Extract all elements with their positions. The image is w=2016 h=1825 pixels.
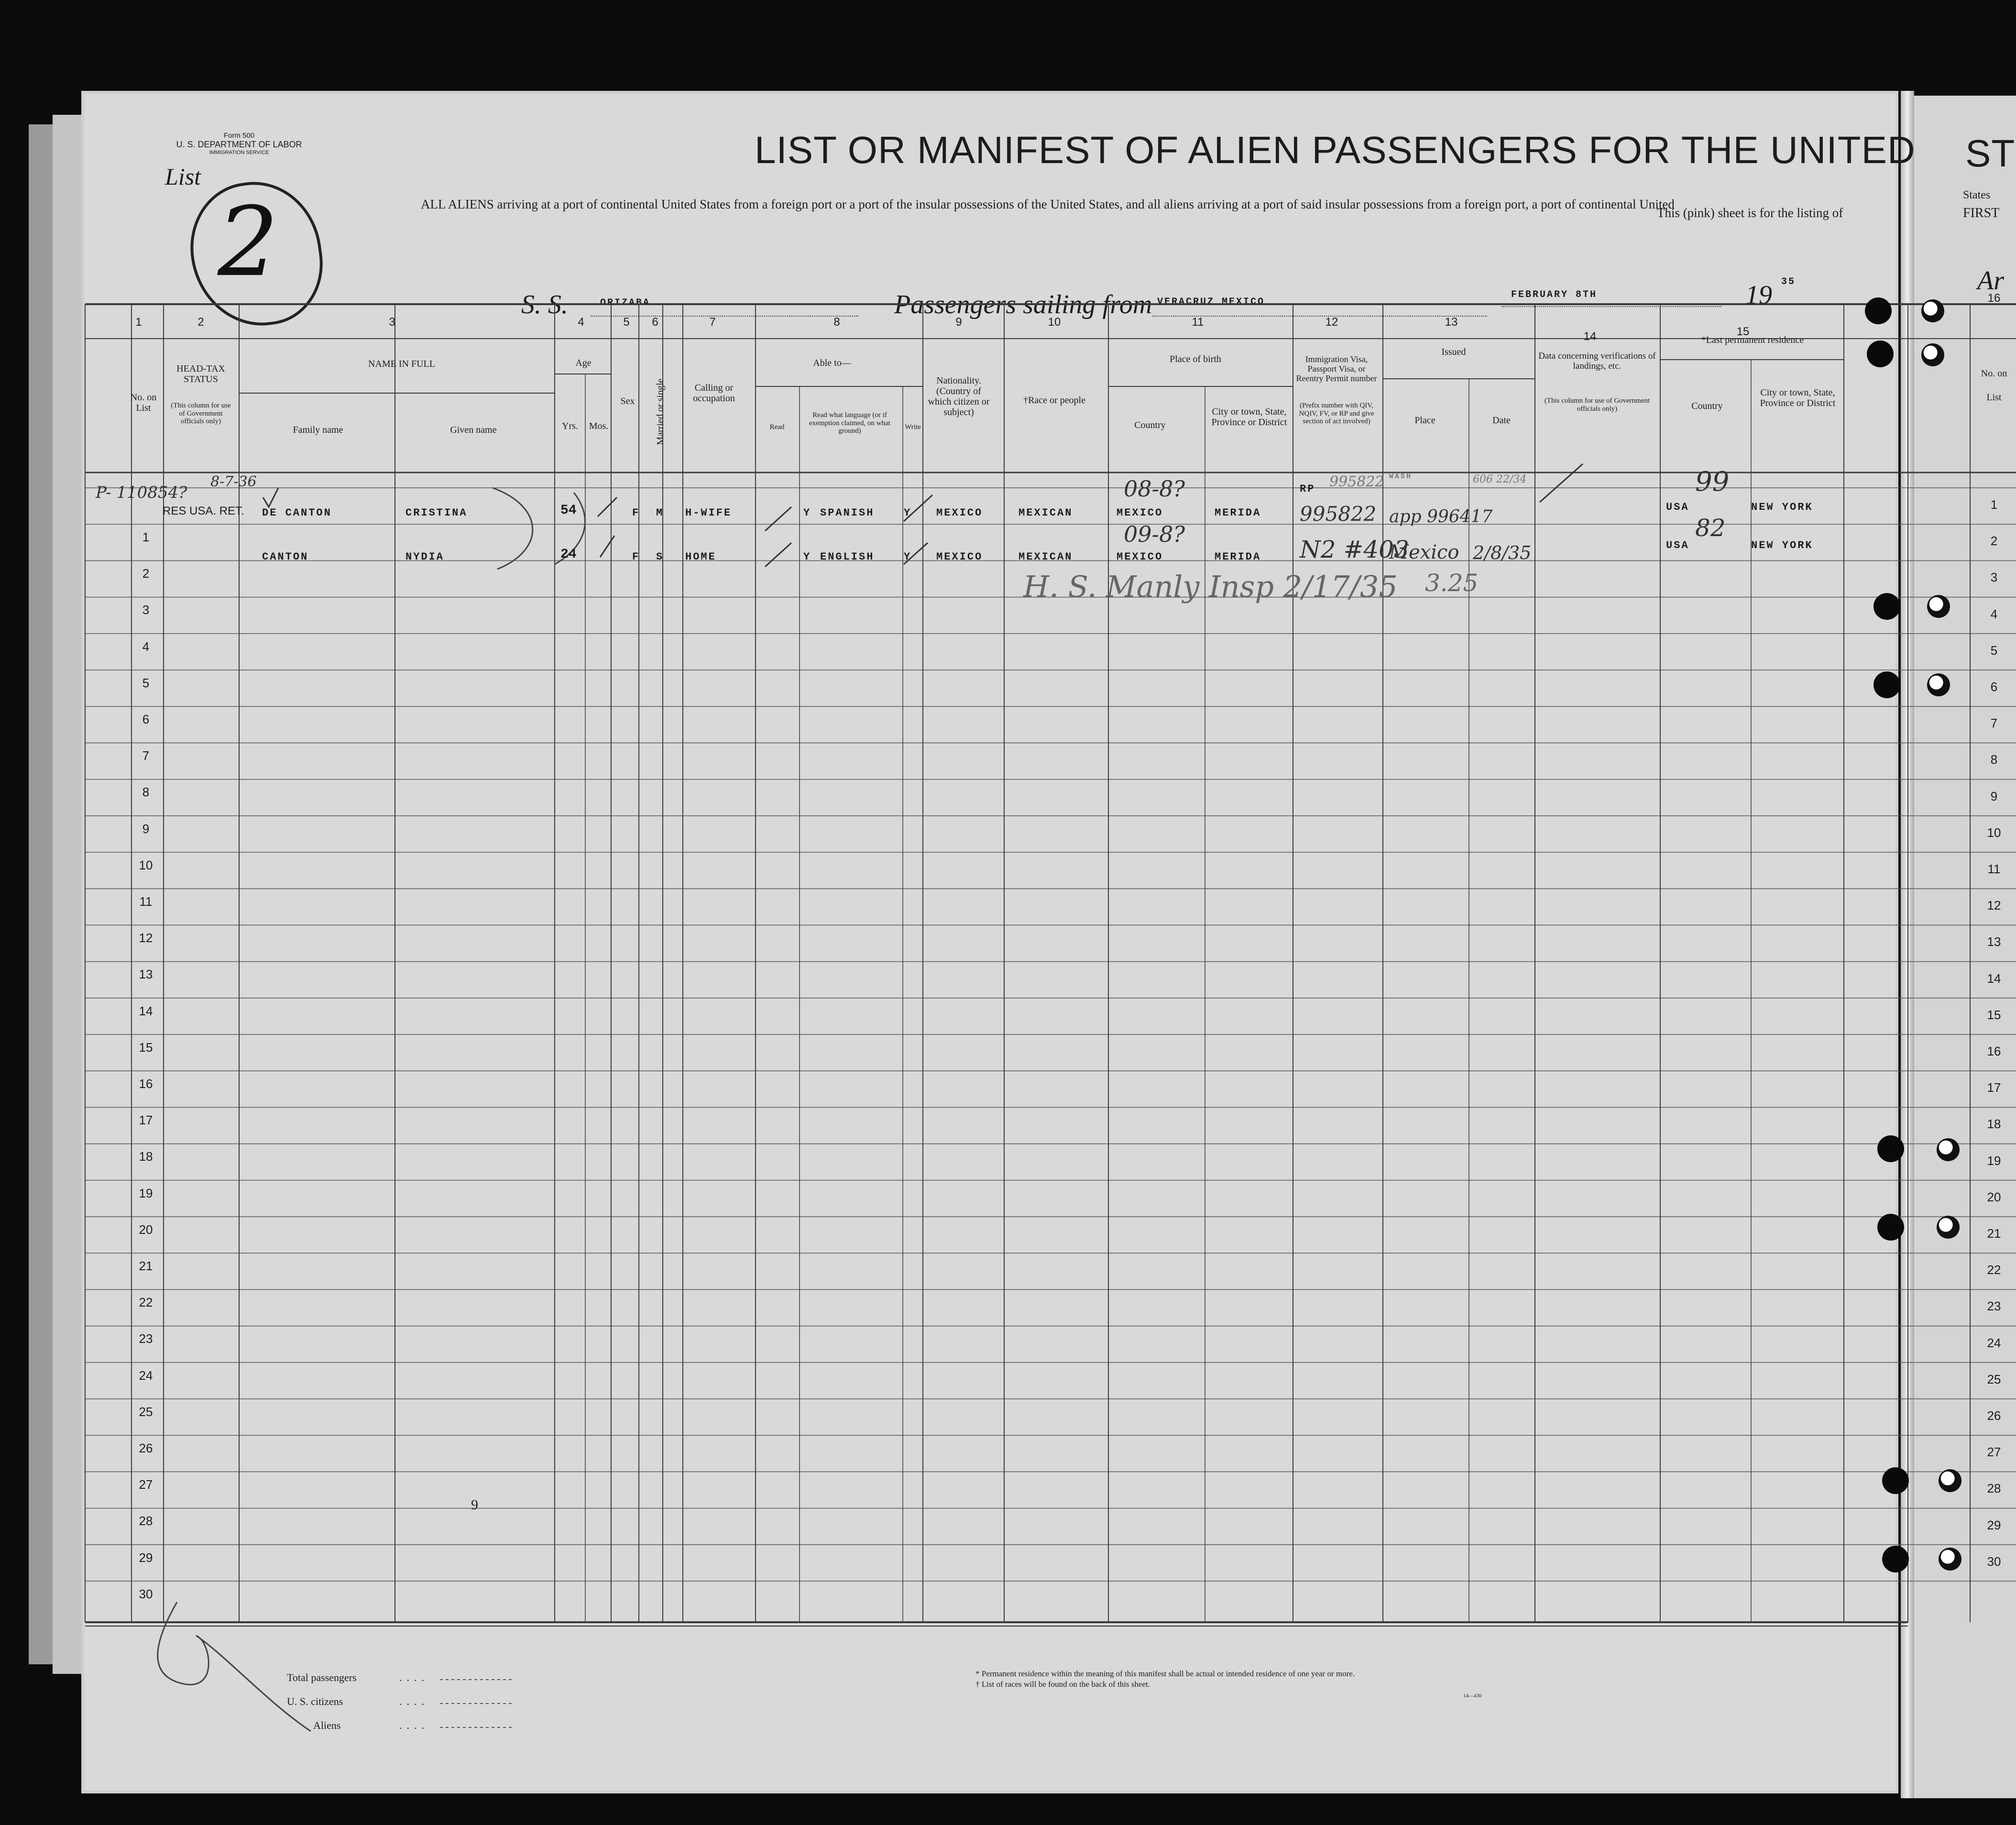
right-header-list: List <box>1986 392 2002 403</box>
header-name-in-full: NAME IN FULL <box>368 359 435 369</box>
right-row-number: 16 <box>1987 1044 2001 1058</box>
right-colnum-16: 16 <box>1987 292 2001 305</box>
row-number: 3 <box>142 603 150 617</box>
punch-hole-half <box>1921 343 1944 366</box>
header-issued-date: Date <box>1492 415 1511 426</box>
service-label: IMMIGRATION SERVICE <box>209 149 269 155</box>
row-number: 27 <box>139 1477 153 1492</box>
header-nationality: Nationality. (Country of which citizen or subject) <box>928 375 990 418</box>
row-number: 10 <box>139 858 153 872</box>
p1-age: 54 <box>560 503 577 518</box>
us-citizens-label: U. S. citizens <box>287 1695 343 1707</box>
punch-hole <box>1865 297 1892 324</box>
punch-hole-half <box>1937 1216 1960 1239</box>
sailing-label: Passengers sailing from <box>894 290 1152 319</box>
header-no-on-list: No. on List <box>130 392 157 413</box>
year-suffix: 35 <box>1781 276 1796 287</box>
header-head-tax: HEAD-TAX STATUS <box>176 363 225 385</box>
p1-language: SPANISH <box>820 507 875 519</box>
p1-issued-place: WASH <box>1389 473 1413 481</box>
right-row-number: 15 <box>1987 1007 2001 1022</box>
colnum-9: 9 <box>955 316 962 329</box>
colnum-8: 8 <box>833 316 840 329</box>
p1-birth-country: MEXICO <box>1117 507 1163 519</box>
row-number: 5 <box>142 675 150 690</box>
header-place-of-birth: Place of birth <box>1170 354 1221 364</box>
header-married: Married or single <box>655 378 666 445</box>
visa-number-2: 995822 <box>1300 502 1377 526</box>
punch-hole <box>1882 1467 1909 1494</box>
header-write: Write <box>905 423 921 431</box>
right-row-number: 9 <box>1990 789 1998 803</box>
right-row-number: 26 <box>1987 1408 2001 1423</box>
right-row-number: 13 <box>1987 934 2001 949</box>
punch-hole-half <box>1937 1138 1960 1161</box>
row-number: 24 <box>139 1368 153 1383</box>
issued-place-2: Mexico <box>1389 541 1459 563</box>
p2-sex: F <box>632 551 640 563</box>
header-verifications: Data concerning verifications of landings, etc. <box>1538 351 1656 371</box>
right-row-number: 5 <box>1990 643 1998 658</box>
punch-hole <box>1867 341 1894 367</box>
punch-hole <box>1874 671 1900 698</box>
header-issued-place: Place <box>1414 415 1435 426</box>
inspector-signature: H. S. Manly Insp 2/17/35 <box>1023 569 1398 604</box>
header-read-language: Read what language (or if exemption claimed, on what ground) <box>809 411 890 435</box>
header-yrs: Yrs. <box>562 421 578 431</box>
p2-given-name: NYDIA <box>405 551 445 563</box>
right-title-fragment: ST <box>1965 132 2016 175</box>
row-number: 18 <box>139 1149 153 1164</box>
row-number: 8 <box>142 785 150 800</box>
residence-code-2: 82 <box>1695 514 1726 542</box>
right-row-number: 20 <box>1987 1189 2001 1204</box>
p1-head-tax: RES USA. RET. <box>163 505 244 517</box>
colnum-5: 5 <box>623 316 630 329</box>
form-number: Form 500 <box>223 132 255 140</box>
p2-birth-country: MEXICO <box>1117 551 1163 563</box>
p1-nationality: MEXICO <box>936 507 983 519</box>
header-visa: Immigration Visa, Passport Visa, or Reentry Permit number <box>1296 354 1377 383</box>
p2-race: MEXICAN <box>1019 551 1073 563</box>
header-issued: Issued <box>1441 347 1466 357</box>
row-number: 16 <box>139 1077 153 1091</box>
row-number: 26 <box>139 1441 153 1455</box>
p1-res-city: NEW YORK <box>1751 501 1813 513</box>
right-line-1: States <box>1963 189 1991 201</box>
p1-occupation: H-WIFE <box>685 507 732 519</box>
right-row-number: 10 <box>1987 825 2001 840</box>
right-row-number: 2 <box>1990 534 1998 549</box>
header-res-country: Country <box>1691 401 1723 411</box>
punch-hole <box>1877 1214 1904 1241</box>
list-number: 2 <box>218 187 279 298</box>
punch-hole-half <box>1939 1469 1961 1492</box>
header-verifications-note: (This column for use of Government officials only) <box>1544 397 1650 413</box>
colnum-14: 14 <box>1583 330 1597 343</box>
right-row-number: 12 <box>1987 898 2001 913</box>
row-number: 22 <box>139 1295 153 1310</box>
header-last-residence: *Last permanent residence <box>1701 335 1804 345</box>
right-row-number: 6 <box>1990 680 1998 694</box>
p1-family-name: DE CANTON <box>262 507 332 519</box>
aliens-label: Aliens <box>313 1719 341 1731</box>
header-race: †Race or people <box>1023 395 1085 406</box>
head-tax-date: 8-7-36 <box>210 473 257 490</box>
p1-visa: RP <box>1300 483 1315 495</box>
header-visa-note: (Prefix number with QIV, NQIV, FV, or RP and give section of act involved) <box>1299 402 1374 425</box>
right-row-number: 29 <box>1987 1517 2001 1532</box>
row-number: 11 <box>139 894 153 909</box>
row-number: 30 <box>139 1586 153 1601</box>
right-row-number: 22 <box>1987 1263 2001 1277</box>
header-birth-country: Country <box>1134 420 1166 430</box>
right-row-number: 8 <box>1990 752 1998 767</box>
aliens-dots: .... <box>399 1719 429 1731</box>
colnum-10: 10 <box>1048 316 1061 329</box>
sailing-date: FEBRUARY 8TH <box>1511 289 1598 300</box>
punch-hole-half <box>1927 595 1950 618</box>
header-res-city: City or town, State, Province or District <box>1760 387 1836 408</box>
issued-date-2: 2/8/35 <box>1473 542 1532 563</box>
p1-given-name: CRISTINA <box>405 507 468 519</box>
row-number: 1 <box>142 530 150 544</box>
punch-hole <box>1874 593 1900 620</box>
p1-write: Y <box>904 507 912 519</box>
row-number: 12 <box>139 931 153 945</box>
year-prefix: 19 <box>1745 280 1772 310</box>
p2-occupation: HOME <box>685 551 716 563</box>
p2-language: ENGLISH <box>820 551 875 563</box>
ship-name: ORIZABA <box>600 297 651 308</box>
p2-married: S <box>656 551 664 563</box>
department-label: U. S. DEPARTMENT OF LABOR <box>176 140 302 150</box>
departure-port: VERACRUZ MEXICO <box>1157 297 1265 308</box>
citizens-dots: .... <box>399 1695 429 1707</box>
row-number: 28 <box>139 1514 153 1528</box>
p1-res-country: USA <box>1666 501 1689 513</box>
right-row-number: 4 <box>1990 606 1998 621</box>
right-row-number: 18 <box>1987 1117 2001 1132</box>
right-row-number: 7 <box>1990 716 1998 731</box>
p1-birth-city: MERIDA <box>1215 507 1261 519</box>
p1-married: M <box>656 507 664 519</box>
instructions-line-1: ALL ALIENS arriving at a port of continental United States from a foreign port or a port of the insular possessions of the United States, and all aliens arriving at a port of said insular possessions from a foreign port, a port of continental United <box>421 197 1675 211</box>
margin-file-number: P- 110854? <box>96 483 187 502</box>
issued-date-1: 606 22/34 <box>1473 473 1527 485</box>
colnum-1: 1 <box>135 316 142 329</box>
right-row-number: 17 <box>1987 1080 2001 1095</box>
colnum-12: 12 <box>1325 316 1338 329</box>
header-mos: Mos. <box>589 421 609 431</box>
ss-label: S. S. <box>521 290 568 319</box>
p2-res-city: NEW YORK <box>1751 539 1813 551</box>
colnum-13: 13 <box>1445 316 1458 329</box>
colnum-2: 2 <box>197 316 204 329</box>
colnum-3: 3 <box>389 316 395 329</box>
row-number: 2 <box>142 566 150 581</box>
header-read: Read <box>769 423 785 431</box>
colnum-4: 4 <box>578 316 584 329</box>
row-number: 9 <box>142 821 150 836</box>
row-number: 21 <box>139 1259 153 1273</box>
colnum-6: 6 <box>652 316 658 329</box>
punch-hole <box>1882 1546 1909 1572</box>
punch-hole-half <box>1921 299 1944 322</box>
row-number: 20 <box>139 1222 153 1237</box>
footnote-races: † List of races will be found on the back of this sheet. <box>975 1680 1150 1689</box>
header-head-tax-note: (This column for use of Government officials only) <box>171 402 231 425</box>
footnote-permanent: * Permanent residence within the meaning of this manifest shall be actual or intended residence of one year or more. <box>975 1669 1355 1678</box>
stray-mark: 9 <box>471 1497 478 1513</box>
row-number: 19 <box>139 1186 153 1200</box>
row-number: 29 <box>139 1550 153 1565</box>
punch-hole-half <box>1927 673 1950 696</box>
total-passengers-label: Total passengers <box>287 1671 357 1683</box>
residence-code-1: 99 <box>1695 466 1730 497</box>
row-number: 7 <box>142 748 150 763</box>
inspector-amount: 3.25 <box>1425 569 1479 597</box>
row-number: 25 <box>139 1404 153 1419</box>
header-sex: Sex <box>620 396 635 407</box>
header-birth-city: City or town, State, Province or District <box>1211 407 1287 428</box>
birth-code-2: 09-8? <box>1124 521 1185 547</box>
manifest-title: LIST OR MANIFEST OF ALIEN PASSENGERS FOR THE UNITED <box>755 129 1916 171</box>
right-row-number: 19 <box>1987 1153 2001 1168</box>
right-row-number: 25 <box>1987 1372 2001 1386</box>
row-number: 15 <box>139 1040 153 1055</box>
list-label: List <box>165 163 201 190</box>
header-calling: Calling or occupation <box>693 383 735 404</box>
right-ital: Ar <box>1977 266 2004 296</box>
punch-hole <box>1877 1135 1904 1162</box>
visa-number-1: 995822 <box>1329 473 1384 490</box>
right-row-number: 27 <box>1987 1445 2001 1460</box>
p2-birth-city: MERIDA <box>1215 551 1261 563</box>
printer-code: 14—430 <box>1463 1693 1482 1699</box>
p2-age: 24 <box>560 547 577 562</box>
row-number: 13 <box>139 967 153 982</box>
row-number: 4 <box>142 639 150 654</box>
header-family-name: Family name <box>293 425 343 435</box>
right-row-number: 24 <box>1987 1335 2001 1350</box>
right-row-number: 21 <box>1987 1226 2001 1241</box>
p2-res-country: USA <box>1666 539 1689 551</box>
colnum-11: 11 <box>1192 316 1204 329</box>
p2-read: Y <box>803 551 811 563</box>
right-row-number: 11 <box>1987 862 2001 876</box>
p1-race: MEXICAN <box>1019 507 1073 519</box>
header-age: Age <box>575 358 592 368</box>
p2-nationality: MEXICO <box>936 551 983 563</box>
right-row-number: 30 <box>1987 1554 2001 1569</box>
row-number: 17 <box>139 1113 153 1128</box>
right-header-no-on: No. on <box>1981 368 2007 379</box>
right-row-number: 28 <box>1987 1481 2001 1496</box>
p1-read: Y <box>803 507 811 519</box>
header-given-name: Given name <box>450 425 497 435</box>
colnum-7: 7 <box>709 316 716 329</box>
right-row-number: 23 <box>1987 1299 2001 1314</box>
p1-sex: F <box>632 507 640 519</box>
header-able-to: Able to— <box>813 358 851 368</box>
issued-place-1: app 996417 <box>1389 507 1493 527</box>
visa-number-3: N2 #403 <box>1300 536 1409 563</box>
row-number: 6 <box>142 712 150 726</box>
p2-write: Y <box>904 551 912 563</box>
punch-hole-half <box>1939 1548 1961 1571</box>
right-row-number: 14 <box>1987 971 2001 986</box>
total-dots: .... <box>399 1671 429 1683</box>
colnum-15: 15 <box>1736 325 1750 338</box>
birth-code-1: 08-8? <box>1124 476 1185 502</box>
p2-family-name: CANTON <box>262 551 309 563</box>
instructions-line-2: This (pink) sheet is for the listing of <box>1657 206 1843 220</box>
right-row-number: 3 <box>1990 570 1998 585</box>
row-number: 23 <box>139 1331 153 1346</box>
row-number: 14 <box>139 1003 153 1018</box>
right-row-number: 1 <box>1990 497 1998 512</box>
right-line-2: FIRST <box>1963 206 2000 220</box>
